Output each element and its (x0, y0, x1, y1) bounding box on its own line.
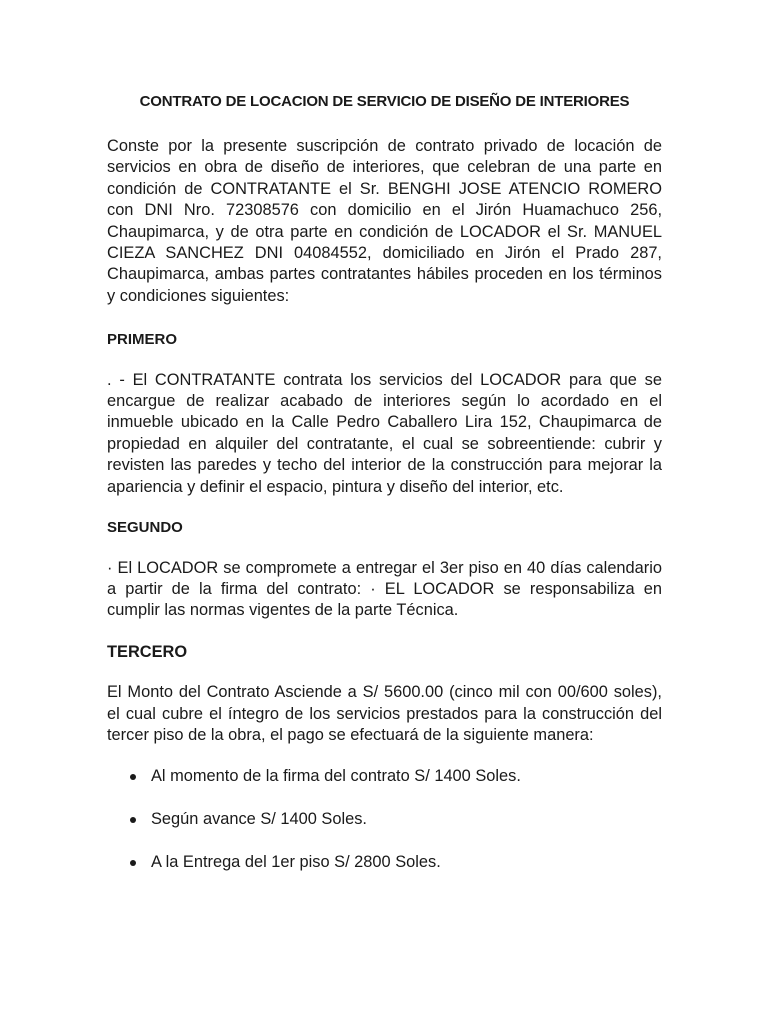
bullet-icon (130, 860, 136, 866)
list-item (107, 766, 662, 787)
section-heading-primero: PRIMERO (107, 331, 178, 349)
list-item-text: Según avance S/ 1400 Soles. (151, 810, 367, 829)
list-item-text: A la Entrega del 1er piso S/ 2800 Soles. (151, 852, 441, 871)
document-title: CONTRATO DE LOCACION DE SERVICIO DE DISEÑO DE INTERIORES (139, 93, 630, 110)
payment-list (107, 766, 662, 873)
list-item (107, 852, 662, 873)
document-page (107, 88, 662, 894)
section-text-tercero: El Monto del Contrato Asciende a S/ 5600.00 (cinco mil con 00/600 soles), el cual cubre el íntegro de los servicios prestados para la construcción del tercer piso de la obra, el pago se efectuará de la siguiente manera: (107, 683, 662, 744)
intro-paragraph: Conste por la presente suscripción de contrato privado de locación de servicios en obra de diseño de interiores, que celebran de una parte en condición de CONTRATANTE el Sr. BENGHI JOSE ATENCIO ROMERO con DNI Nro. 72308576 con domicilio en el Jirón Huamachuco 256, Chaupimarca, y de otra parte en condición de LOCADOR el Sr. MANUEL CIEZA SANCHEZ DNI 04084552, domiciliado en Jirón el Prado 287, Chaupimarca, ambas partes contratantes hábiles proceden en los términos y condiciones siguientes: (107, 137, 662, 305)
list-item-text: Al momento de la firma del contrato S/ 1400 Soles. (151, 767, 521, 786)
section-text-primero: . - El CONTRATANTE contrata los servicios del LOCADOR para que se encargue de realizar acabado de interiores según lo acordado en el inmueble ubicado en la Calle Pedro Caballero Lira 152, Chaupimarca de propiedad en alquiler del contratante, el cual se sobreentiende: cubrir y revisten las paredes y techo del interior de la construcción para mejorar la apariencia y definir el espacio, pintura y diseño del interior, etc. (107, 370, 662, 496)
section-text-segundo: · El LOCADOR se compromete a entregar el 3er piso en 40 días calendario a partir de la firma del contrato: · EL LOCADOR se responsabiliza en cumplir las normas vigentes de la parte Técnica. (107, 558, 662, 620)
section-heading-tercero: TERCERO (107, 642, 188, 661)
section-heading-segundo: SEGUNDO (107, 519, 183, 537)
bullet-icon (130, 817, 136, 823)
list-item (107, 809, 662, 830)
bullet-icon (130, 774, 136, 780)
